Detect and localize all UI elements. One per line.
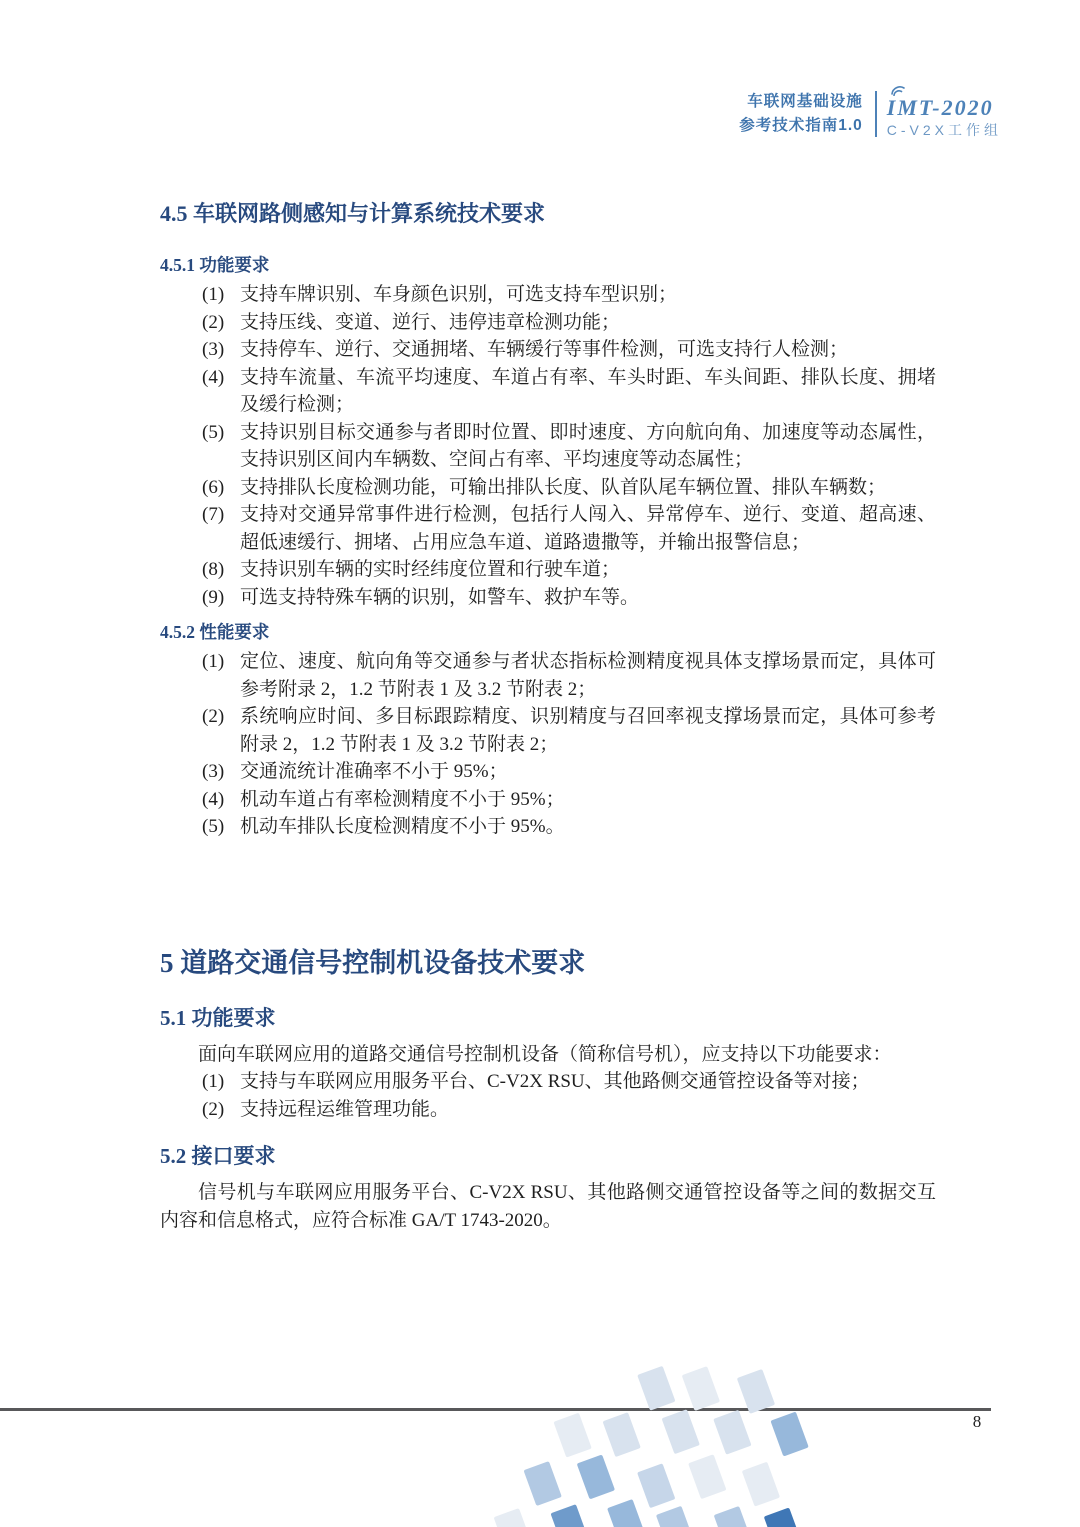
pattern-tile	[764, 1507, 802, 1527]
item-number: (3)	[202, 339, 225, 360]
pattern-tile	[713, 1410, 751, 1455]
item-text: 支持车牌识别、车身颜色识别，可选支持车型识别；	[240, 284, 678, 305]
list-item	[202, 648, 936, 703]
item-text: 支持对交通异常事件进行检测，包括行人闯入、异常停车、逆行、变道、超高速、超低速缓行、拥堵、占用应急车道、道路遗撒等，并输出报警信息；	[240, 504, 936, 553]
item-text: 支持识别目标交通参与者即时位置、即时速度、方向航向角、加速度等动态属性，支持识别区间内车辆数、空间占有率、平均速度等动态属性；	[240, 421, 936, 470]
item-number: (7)	[202, 504, 225, 525]
pattern-tile	[553, 1413, 591, 1458]
imt2020-logo	[887, 88, 1002, 140]
list-item	[202, 556, 936, 584]
item-number: (4)	[202, 366, 225, 388]
header-title-line1: 车联网基础设施	[747, 93, 863, 110]
pattern-tile	[577, 1454, 615, 1499]
item-number: (6)	[202, 476, 225, 498]
pattern-tile	[637, 1463, 675, 1508]
list-item	[202, 813, 936, 841]
item-text: 支持与车联网应用服务平台、C-V2X RSU、其他路侧交通管控设备等对接；	[240, 1071, 870, 1092]
list-item	[202, 474, 936, 502]
section-5-heading: 5 道路交通信号控制机设备技术要求	[160, 948, 586, 978]
item-number: (1)	[202, 284, 225, 305]
item-number: (1)	[202, 651, 225, 672]
list-item	[202, 281, 936, 309]
pattern-tile	[656, 1506, 694, 1527]
wifi-arcs-icon	[889, 82, 911, 101]
item-text: 支持车流量、车流平均速度、车道占有率、车头时距、车头间距、排队长度、拥堵及缓行检测；	[240, 366, 936, 415]
list-item	[202, 1068, 936, 1096]
pattern-tile	[637, 1366, 675, 1411]
page-header	[739, 88, 1002, 140]
item-number: (2)	[202, 311, 225, 333]
item-number: (5)	[202, 421, 225, 443]
pattern-tile	[688, 1454, 726, 1499]
pattern-tile	[607, 1499, 645, 1527]
item-number: (2)	[202, 1098, 225, 1120]
list-item	[202, 758, 936, 786]
section-4-5-heading: 4.5 车联网路侧感知与计算系统技术要求	[160, 201, 546, 226]
item-text: 支持排队长度检测功能，可输出排队长度、队首队尾车辆位置、排队车辆数；	[240, 476, 887, 498]
item-text: 支持远程运维管理功能。	[240, 1098, 450, 1120]
item-number: (1)	[202, 1071, 225, 1092]
logo-title: IMT-2020	[886, 95, 994, 120]
pattern-tile	[603, 1412, 641, 1457]
item-number: (5)	[202, 816, 225, 837]
pattern-tile	[714, 1506, 752, 1527]
corner-diamond-pattern	[0, 1362, 1080, 1527]
pattern-tile	[662, 1409, 700, 1454]
pattern-tile	[770, 1412, 808, 1457]
section-4-5-2-heading: 4.5.2 性能要求	[160, 622, 270, 642]
item-number: (4)	[202, 788, 225, 810]
item-number: (9)	[202, 586, 225, 608]
item-number: (3)	[202, 761, 225, 782]
item-text: 系统响应时间、多目标跟踪精度、识别精度与召回率视支撑场景而定，具体可参考附录 2，1.2 节附表 1 及 3.2 节附表 2；	[240, 706, 936, 755]
section-5-1-heading: 5.1 功能要求	[160, 1006, 276, 1030]
header-title-line2: 参考技术指南1.0	[739, 117, 863, 134]
section-5-1-intro: 面向车联网应用的道路交通信号控制机设备（简称信号机），应支持以下功能要求：	[198, 1044, 892, 1065]
pattern-tile	[682, 1366, 720, 1411]
pattern-tile	[742, 1462, 780, 1507]
item-number: (2)	[202, 706, 225, 727]
list-item	[202, 703, 936, 758]
list-item	[202, 501, 936, 556]
item-text: 机动车排队长度检测精度不小于 95%。	[240, 816, 565, 837]
item-number: (8)	[202, 559, 225, 580]
pattern-tile	[524, 1461, 562, 1506]
section-4-5-1-heading: 4.5.1 功能要求	[160, 255, 270, 275]
list-item	[202, 584, 936, 612]
header-title-block	[739, 90, 863, 138]
list-item	[202, 309, 936, 337]
list-item	[202, 336, 936, 364]
item-text: 可选支持特殊车辆的识别，如警车、救护车等。	[240, 586, 640, 608]
performance-requirements-list	[160, 648, 936, 841]
item-text: 定位、速度、航向角等交通参与者状态指标检测精度视具体支撑场景而定，具体可参考附录 2，1.2 节附表 1 及 3.2 节附表 2；	[240, 651, 936, 700]
section-5-2-heading: 5.2 接口要求	[160, 1144, 276, 1168]
functional-requirements-list	[160, 281, 936, 611]
list-item	[202, 419, 936, 474]
list-item	[202, 1096, 936, 1124]
page-number: 8	[972, 1412, 982, 1431]
logo-subtitle: C-V2X工作组	[886, 122, 1002, 138]
item-text: 支持停车、逆行、交通拥堵、车辆缓行等事件检测，可选支持行人检测；	[240, 339, 849, 360]
pattern-tile	[737, 1369, 775, 1414]
item-text: 支持压线、变道、逆行、违停违章检测功能；	[240, 311, 621, 333]
item-text: 交通流统计准确率不小于 95%；	[240, 761, 508, 782]
list-item	[202, 364, 936, 419]
pattern-tile	[550, 1504, 588, 1527]
header-divider	[875, 91, 877, 137]
pattern-tile	[494, 1508, 532, 1527]
section-5-2-body: 信号机与车联网应用服务平台、C-V2X RSU、其他路侧交通管控设备等之间的数据交互内容和信息格式，应符合标准 GA/T 1743-2020。	[160, 1182, 936, 1231]
list-item	[202, 786, 936, 814]
item-text: 支持识别车辆的实时经纬度位置和行驶车道；	[240, 559, 621, 580]
item-text: 机动车道占有率检测精度不小于 95%；	[240, 788, 565, 810]
signal-controller-requirements-list	[160, 1068, 936, 1123]
